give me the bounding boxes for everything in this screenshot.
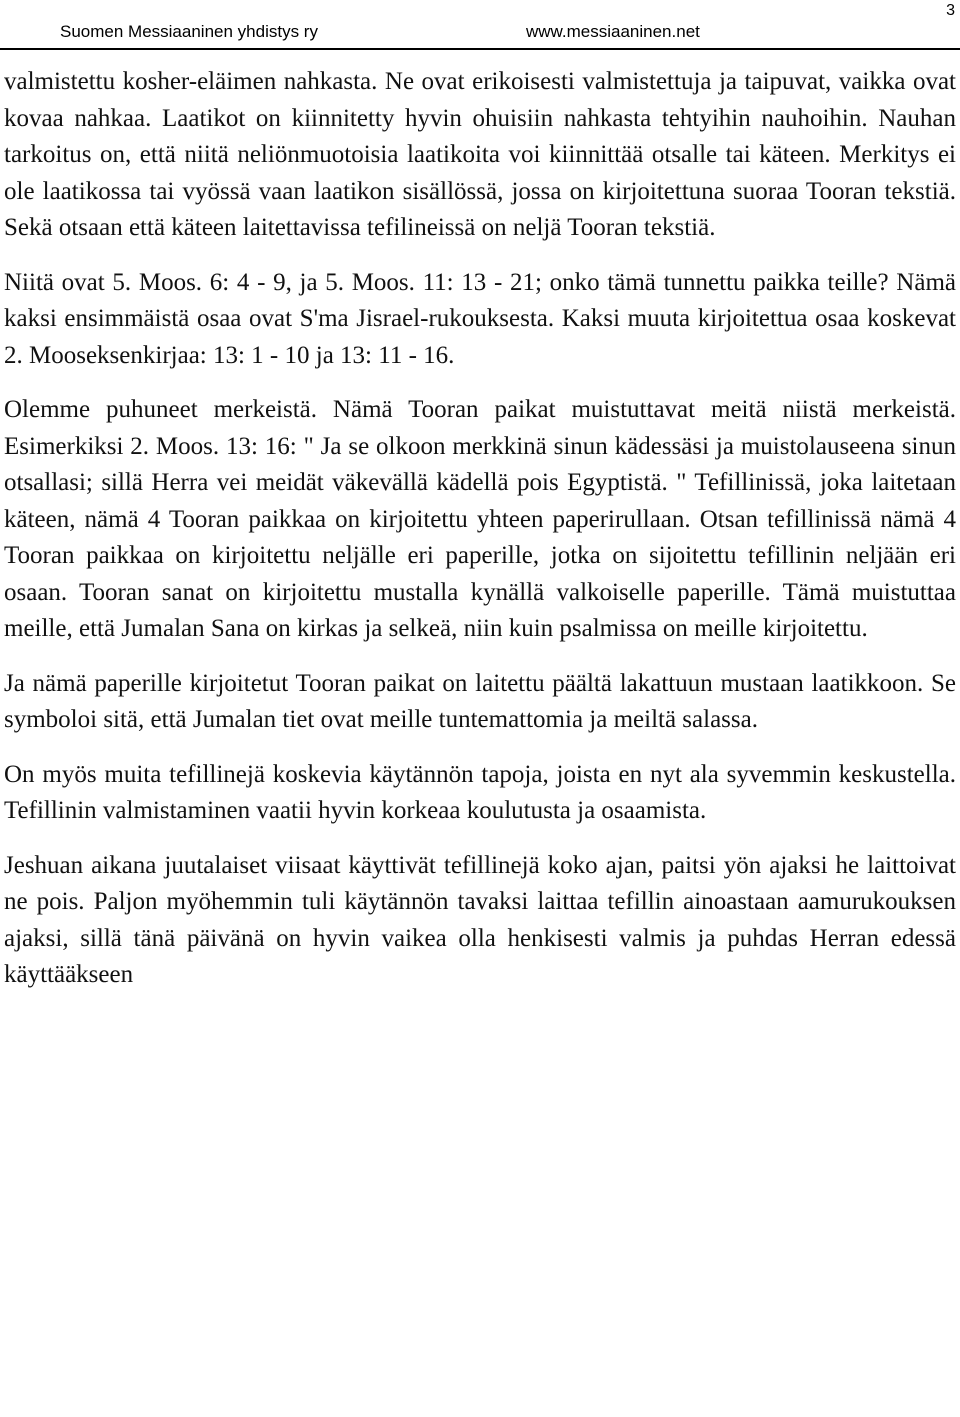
header-organization: Suomen Messiaaninen yhdistys ry bbox=[60, 22, 318, 41]
paragraph: Jeshuan aikana juutalaiset viisaat käyttivät tefillinejä koko ajan, paitsi yön ajaksi he laittoivat ne pois. Paljon myöhemmin tuli käytännön tavaksi laittaa tefillin ainoastaan aamurukouksen ajaksi, sillä tänä päivänä on hyvin vaikea olla henkisesti valmis ja puhdas Herran edessä käyttääkseen bbox=[4, 851, 956, 988]
page-number: 3 bbox=[946, 2, 955, 19]
header-rule bbox=[0, 48, 960, 50]
paragraph: On myös muita tefillinejä koskevia käytännön tapoja, joista en nyt ala syvemmin keskustella. Tefillinin valmistaminen vaatii hyvin korkeaa koulutusta ja osaamista. bbox=[4, 760, 956, 824]
paragraph: valmistettu kosher-eläimen nahkasta. Ne ovat erikoisesti valmistettuja ja taipuvat, vaikka ovat kovaa nahkaa. Laatikot on kiinnitetty hyvin ohuisiin nahkasta tehtyihin nauhoihin. Nauhan tarkoitus on, että niitä neliönmuotoisia laatikoita voi kiinnittää otsalle tai käteen. Merkitys ei ole laatikossa tai vyössä vaan laatikon sisällössä, jossa on kirjoitettuna suoraa Tooran tekstiä. Sekä otsaan että käteen laitettavissa tefilineissä on neljä Tooran tekstiä. bbox=[4, 68, 956, 241]
paragraph: Niitä ovat 5. Moos. 6: 4 - 9, ja 5. Moos. 11: 13 - 21; onko tämä tunnettu paikka teille? Nämä kaksi ensimmäistä osaa ovat S'ma Jisrael-rukouksesta. Kaksi muuta kirjoitettua osaa koskevat 2. Mooseksenkirjaa: 13: 1 - 10 ja 13: 11 - 16. bbox=[4, 268, 956, 369]
document-body bbox=[4, 64, 956, 1012]
paragraph: Ja nämä paperille kirjoitetut Tooran paikat on laitettu päältä lakattuun mustaan laatikkoon. Se symboloi sitä, että Jumalan tiet ovat meille tuntemattomia ja meiltä salassa. bbox=[4, 669, 956, 733]
paragraph: Olemme puhuneet merkeistä. Nämä Tooran paikat muistuttavat meitä niistä merkeistä. Esimerkiksi 2. Moos. 13: 16: " Ja se olkoon merkkinä sinun kädessäsi ja muistolauseena sinun otsallasi; sillä Herra vei meidät väkevällä kädellä pois Egyptistä. " Tefillinissä, joka laitetaan käteen, nämä 4 Tooran paikkaa on kirjoitettu yhteen paperirullaan. Otsan tefillinissä nämä 4 Tooran paikkaa on kirjoitettu neljälle eri paperille, jotka on sijoitettu tefillinin neljään eri osaan. Tooran sanat on kirjoitettu mustalla kynällä valkoiselle paperille. Tämä muistuttaa meille, että Jumalan Sana on kirkas ja selkeä, niin kuin psalmissa on meille kirjoitettu. bbox=[4, 396, 956, 642]
header-url: www.messiaaninen.net bbox=[526, 22, 700, 41]
page-header bbox=[60, 2, 955, 50]
